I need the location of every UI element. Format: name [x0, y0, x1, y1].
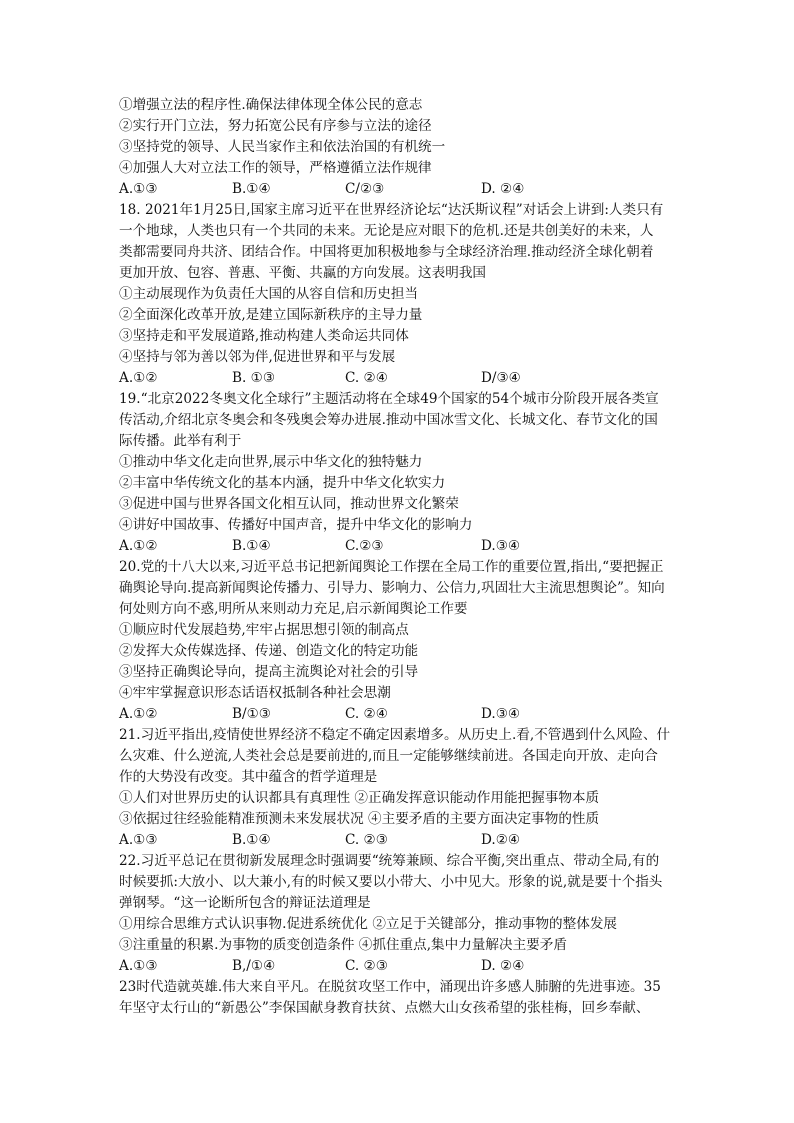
- q21-option-d: D.②④: [481, 832, 521, 848]
- q18-item-1: ①主动展现作为负责任大国的从容自信和历史担当: [119, 286, 419, 302]
- q18-option-a: A.①②: [119, 370, 158, 386]
- q19-item-1: ①推动中华文化走向世界,展示中华文化的独特魅力: [119, 454, 423, 470]
- q19-item-2: ②丰富中华传统文化的基本内涵，提升中华文化软实力: [119, 475, 446, 491]
- q21-option-b: B.①④: [232, 832, 271, 848]
- q17-item-1: ①增强立法的程序性.确保法律体现全体公民的意志: [119, 97, 423, 113]
- q21-option-a: A.①③: [119, 832, 158, 848]
- question-21: [119, 725, 679, 851]
- question-23: [119, 977, 679, 1019]
- q17-options: [119, 179, 679, 200]
- q22-stem-2: 时候要抓:大放小、以大兼小,有的时候又要以小带大、小中见大。形象的说,就是要十个指头: [119, 874, 663, 890]
- q20-option-b: B/①③: [232, 706, 271, 722]
- q18-item-3: ③坚持走和平发展道路,推动构建人类命运共同体: [119, 328, 409, 344]
- q20-item-4: ④牢牢掌握意识形态话语权抵制各种社会思潮: [119, 685, 391, 701]
- q23-stem-2: 年坚守太行山的“新愚公”李保国献身教育扶贫、点燃大山女孩希望的张桂梅，回乡奉献、: [119, 1000, 650, 1016]
- q18-options: [119, 368, 679, 389]
- q20-option-c: C. ②④: [345, 706, 388, 722]
- question-18: [119, 200, 679, 389]
- q21-items-row-2: ③依据过往经验能精准预测未来发展状况 ④主要矛盾的主要方面决定事物的性质: [119, 811, 600, 827]
- q20-item-1: ①顺应时代发展趋势,牢牢占据思想引领的制高点: [119, 622, 409, 638]
- q22-items-row-1: ①用综合思维方式认识事物.促进系统优化 ②立足于关键部分，推动事物的整体发展: [119, 916, 618, 932]
- q18-stem-4: 更加开放、包容、普惠、平衡、共赢的方向发展。这表明我国: [119, 265, 487, 281]
- exam-content: [119, 95, 679, 1019]
- question-22: [119, 851, 679, 977]
- q17-option-a: A.①③: [119, 181, 158, 197]
- q18-stem-2: 一个地球，人类也只有一个共同的未来。无论是应对眼下的危机.还是共创美好的未来，人: [119, 223, 654, 239]
- q21-option-c: C. ②③: [345, 832, 388, 848]
- q17-item-2: ②实行开门立法，努力拓宽公民有序参与立法的途径: [119, 118, 432, 134]
- q21-stem-2: 么灾难、什么逆流,人类社会总是要前进的,而且一定能够继续前进。各国走向开放、走向合: [119, 748, 658, 764]
- question-19: [119, 389, 679, 557]
- q22-option-c: C. ②③: [345, 958, 388, 974]
- q20-stem-1: 20.党的十八大以来,习近平总书记把新闻舆论工作摆在全局工作的重要位置,指出,“要把握正: [119, 559, 664, 575]
- q17-option-c: C/②③: [345, 181, 385, 197]
- q20-stem-3: 何处则方向不惑,明所从来则动力充足,启示新闻舆论工作要: [119, 601, 468, 617]
- q19-option-b: B.①④: [232, 538, 271, 554]
- q20-option-d: D.③④: [481, 706, 521, 722]
- q19-option-a: A.①②: [119, 538, 158, 554]
- q22-items-row-2: ③注重量的积累.为事物的质变创造条件 ④抓住重点,集中力量解决主要矛盾: [119, 937, 567, 953]
- q19-option-c: C.②③: [345, 538, 384, 554]
- question-20: [119, 557, 679, 725]
- q18-stem-3: 类都需要同舟共济、团结合作。中国将更加积极地参与全球经济治理.推动经济全球化朝着: [119, 244, 654, 260]
- q20-item-3: ③坚持正确舆论导向，提高主流舆论对社会的引导: [119, 664, 419, 680]
- q22-stem-3: 弹钢琴。“这一论断所包含的辩证法道理是: [119, 895, 371, 911]
- q21-items-row-1: ①人们对世界历史的认识都具有真理性 ②正确发挥意识能动作用能把握事物本质: [119, 790, 600, 806]
- q18-stem-1: 18. 2021年1月25日,国家主席习近平在世界经济论坛“达沃斯议程”对话会上讲到:人类只有: [119, 202, 664, 218]
- q18-item-4: ④坚持与邻为善以邻为伴,促进世界和平与发展: [119, 349, 396, 365]
- q17-item-4: ④加强人大对立法工作的领导，严格遵循立法作规律: [119, 160, 432, 176]
- q17-option-b: B.①④: [232, 181, 271, 197]
- q22-option-d: D. ②④: [481, 958, 525, 974]
- q21-stem-3: 作的大势没有改变。其中蕴含的哲学道理是: [119, 769, 378, 785]
- q19-stem-3: 际传播。此举有利于: [119, 433, 242, 449]
- q23-stem-1: 23时代造就英雄.伟大来自平凡。在脱贫攻坚工作中，涌现出许多感人肺腑的先进事迹。35: [119, 979, 661, 995]
- q22-options: [119, 956, 679, 977]
- q20-option-a: A.①②: [119, 706, 158, 722]
- q20-stem-2: 确舆论导向.提高新闻舆论传播力、引导力、影响力、公信力,巩固壮大主流思想舆论”。知向: [119, 580, 665, 596]
- q19-stem-1: 19.“北京2022冬奥文化全球行”主题活动将在全球49个国家的54个城市分阶段开展各类宣: [119, 391, 659, 407]
- question-17-items: [119, 95, 679, 179]
- q19-item-3: ③促进中国与世界各国文化相互认同，推动世界文化繁荣: [119, 496, 459, 512]
- q18-option-b: B. ①③: [232, 370, 276, 386]
- q18-option-d: D/③④: [481, 370, 521, 386]
- q22-option-b: B,/①④: [232, 958, 276, 974]
- q20-options: [119, 704, 679, 725]
- q19-options: [119, 536, 679, 557]
- q21-stem-1: 21.习近平指出,疫情使世界经济不稳定不确定因素增多。从历史上.看,不管遇到什么风险、什: [119, 727, 671, 743]
- q18-item-2: ②全面深化改革开放,是建立国际新秩序的主导力量: [119, 307, 423, 323]
- q19-stem-2: 传活动,介绍北京冬奥会和冬残奥会筹办进展.推动中国冰雪文化、长城文化、春节文化的国: [119, 412, 658, 428]
- q18-option-c: C. ②④: [345, 370, 388, 386]
- q22-option-a: A.①③: [119, 958, 158, 974]
- q20-item-2: ②发挥大众传媒选择、传递、创造文化的特定功能: [119, 643, 419, 659]
- q22-stem-1: 22.习近平总记在贯彻新发展理念时强调要“统筹兼顾、综合平衡,突出重点、带动全局,有的: [119, 853, 660, 869]
- q19-option-d: D.③④: [481, 538, 521, 554]
- q21-options: [119, 830, 679, 851]
- q19-item-4: ④讲好中国故事、传播好中国声音，提升中华文化的影响力: [119, 517, 473, 533]
- q17-option-d: D. ②④: [481, 181, 525, 197]
- q17-item-3: ③坚持党的领导、人民当家作主和依法治国的有机统一: [119, 139, 446, 155]
